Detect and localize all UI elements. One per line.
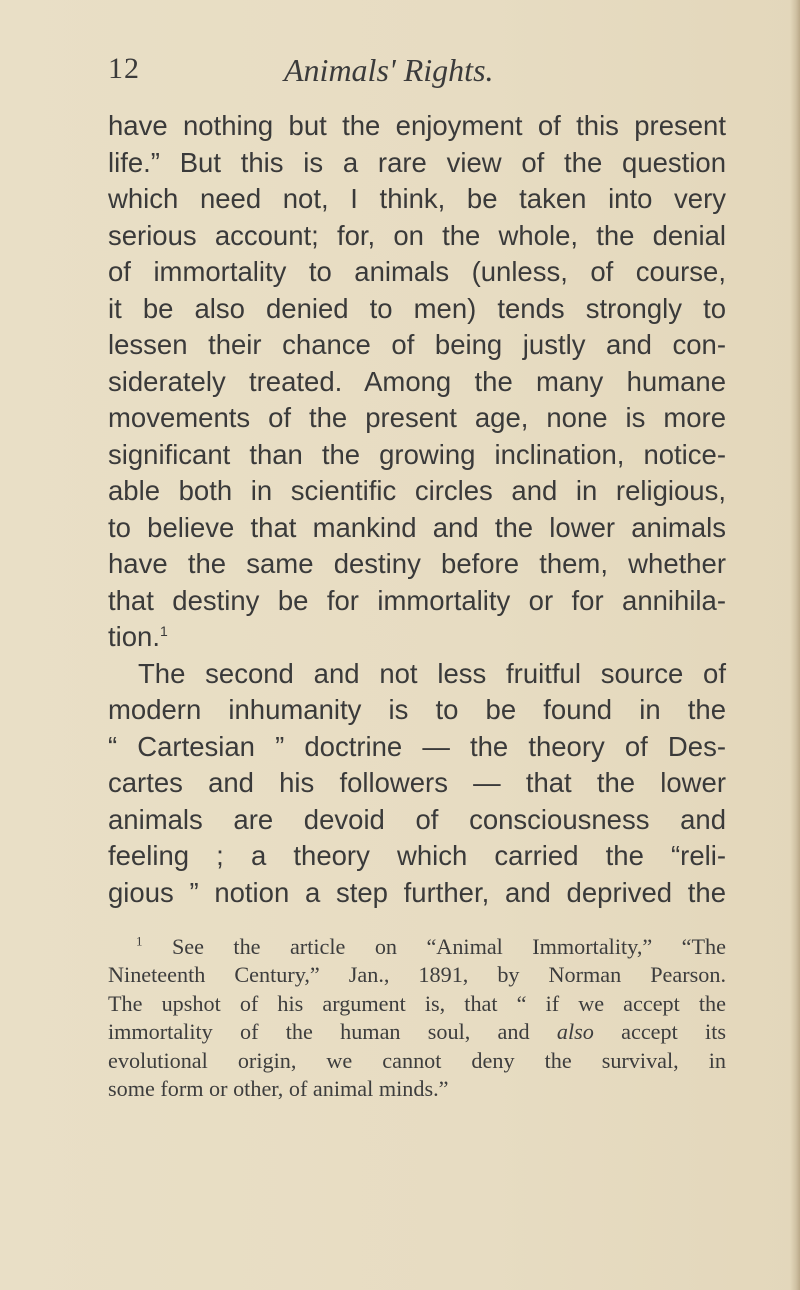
text-line: movements of the present age, none is more [108, 402, 726, 433]
text-line: modern inhumanity is to be found in the [108, 694, 726, 725]
footnote-text: See the article on “Animal Immortality,” “The [171, 934, 726, 959]
page-edge-shadow [790, 0, 800, 1290]
text-line: serious account; for, on the whole, the denial [108, 219, 726, 251]
page-number: 12 [108, 52, 140, 85]
text-line: have the same destiny before them, whether [108, 548, 726, 579]
text-line: have nothing but the enjoyment of this present [108, 110, 726, 141]
footnote-line: evolutional origin, we cannot deny the survival, in [108, 1047, 726, 1073]
footnote-text: immortality of the human soul, and [108, 1019, 557, 1045]
text-line: that destiny be for immortality or for annihila- [108, 584, 726, 616]
paragraph-start-line: The second and not less fruitful source of [138, 657, 726, 689]
text-line: which need not, I think, be taken into very [108, 183, 726, 214]
text-line: gious ” notion a step further, and deprived the [108, 876, 726, 908]
main-text [108, 108, 726, 911]
footnote-emphasis: also [556, 1019, 594, 1045]
running-head [108, 52, 748, 102]
text-fragment: tion. [108, 621, 160, 652]
text-line: siderately treated. Among the many humane [108, 365, 726, 397]
paragraph-end-line [108, 619, 726, 656]
footnote-marker: 1 [136, 933, 143, 949]
footnote-text: accept its [593, 1019, 726, 1045]
footnote-line: some form or other, of animal minds.” [108, 1076, 449, 1102]
footnote-line [108, 933, 726, 961]
text-line: of immortality to animals (unless, of course, [108, 256, 726, 287]
text-line: “ Cartesian ” doctrine — the theory of Des- [108, 730, 726, 762]
text-line: to believe that mankind and the lower animals [108, 511, 726, 543]
footnote-reference: 1 [159, 622, 168, 639]
text-line: lessen their chance of being justly and con- [108, 329, 726, 360]
text-line: feeling ; a theory which carried the “reli- [108, 840, 726, 871]
text-line: able both in scientific circles and in religious, [108, 475, 726, 506]
text-line: life.” But this is a rare view of the question [108, 146, 726, 178]
footnote-line: The upshot of his argument is, that “ if we accept the [108, 990, 726, 1016]
text-line: animals are devoid of consciousness and [108, 803, 726, 835]
footnote-line [108, 1018, 726, 1046]
footnote [108, 933, 726, 1103]
running-title: Animals' Rights. [284, 52, 494, 88]
text-line: significant than the growing inclination, notice- [108, 438, 726, 470]
text-line: cartes and his followers — that the lower [108, 767, 726, 798]
footnote-line: Nineteenth Century,” Jan., 1891, by Norman Pearson. [108, 962, 726, 988]
text-line: it be also denied to men) tends strongly to [108, 292, 726, 324]
